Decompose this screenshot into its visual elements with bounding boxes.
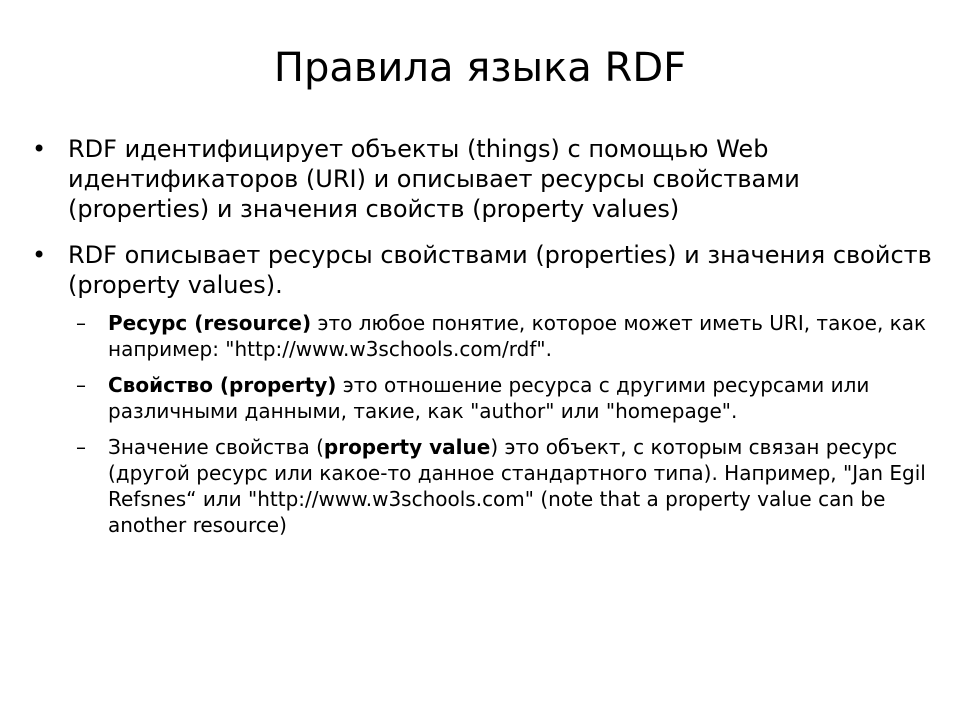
sub-bullet-item [68,434,946,538]
sub-bullet-list [68,310,946,538]
dash-marker: – [76,311,86,335]
bullet-text: RDF описывает ресурсы свойствами (properties) и значения свойств (property values). [68,241,932,299]
bullet-list [30,134,946,554]
term-bold: property value [323,435,491,459]
slide-title: Правила языка RDF [273,45,687,91]
term-bold: Ресурс (resource) [108,311,312,335]
term-definition: это любое понятие, которое может иметь URI, такое, как например: "http://www.w3schools.com/rdf". [108,311,927,361]
bullet-marker: • [32,241,47,269]
dash-marker: – [76,435,86,459]
bullet-item [30,240,946,538]
term-bold: Свойство (property) [108,373,337,397]
term-prefix: Значение свойства ( [108,435,324,459]
term-definition: ) это объект, с которым связан ресурс (другой ресурс или какое-то данное стандартного типа). Например, "Jan Egil Refsnes“ или "http://www.w3schools.com" (note that a property value can be another resource) [108,435,926,537]
sub-bullet-item [68,310,946,362]
bullet-item [30,134,946,224]
bullet-text: RDF идентифицирует объекты (things) с помощью Web идентификаторов (URI) и описывает ресурсы свойствами (properties) и значения свойств (property values) [68,135,800,223]
bullet-marker: • [32,135,47,163]
dash-marker: – [76,373,86,397]
term-definition: это отношение ресурса с другими ресурсами или различными данными, такие, как "author" или "homepage". [108,373,870,423]
sub-bullet-item [68,372,946,424]
